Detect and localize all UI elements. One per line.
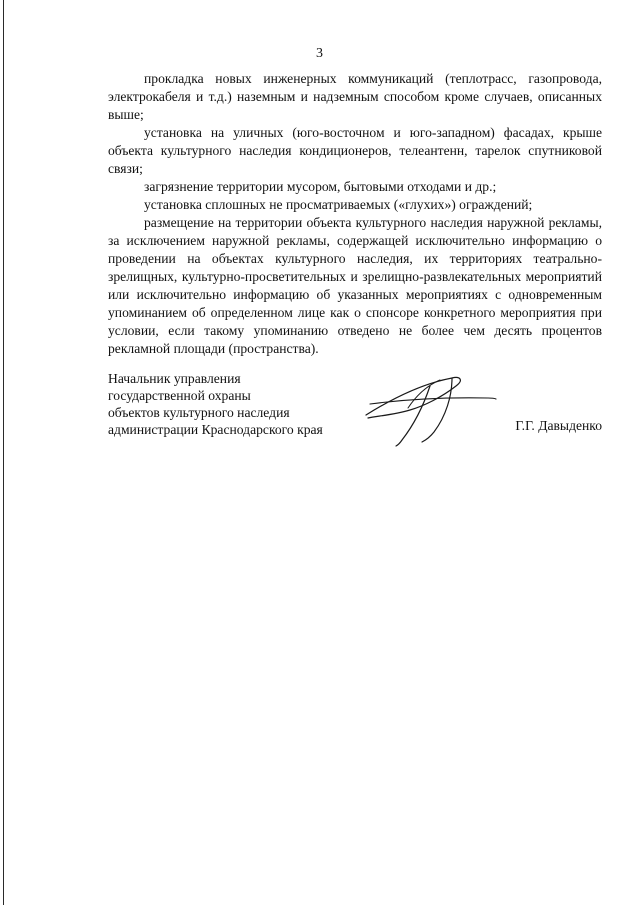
signatory-title-line: Начальник управления	[108, 371, 241, 386]
paragraph-advertising: размещение на территории объекта культурного наследия наружной рекламы, за исключением наружной рекламы, содержащей исключительно информацию о проведении на объектах культурного наследия, их территориях театрально-зрелищных, культурно-просветительных и зрелищно-развлекательных мероприятий или исключительно информацию об указанных мероприятиях с одновременным упоминанием об определенном лице как о спонсоре конкретного мероприятия при условии, если такому упоминанию отведено не более чем десять процентов рекламной площади (пространства).	[108, 215, 602, 356]
paragraph-littering: загрязнение территории мусором, бытовыми отходами и др.;	[144, 179, 497, 194]
handwritten-signature	[360, 370, 500, 450]
signatory-title	[108, 370, 368, 438]
page-edge-line	[3, 0, 4, 905]
page-number: 3	[316, 46, 323, 61]
document-body	[108, 70, 602, 358]
signatory-name: Г.Г. Давыденко	[515, 418, 602, 433]
paragraph-solid-fences: установка сплошных не просматриваемых («глухих») ограждений;	[144, 197, 533, 212]
signatory-title-line: объектов культурного наследия	[108, 405, 290, 420]
signature-block	[108, 370, 602, 440]
paragraph-facade-installations: установка на уличных (юго-восточном и юго-западном) фасадах, крыше объекта культурного наследия кондиционеров, телеантенн, тарелок спутниковой связи;	[108, 125, 602, 176]
paragraph-communications: прокладка новых инженерных коммуникаций (теплотрасс, газопровода, электрокабеля и т.д.) наземным и надземным способом кроме случаев, описанных выше;	[108, 71, 602, 122]
signatory-title-line: государственной охраны	[108, 388, 251, 403]
signatory-title-line: администрации Краснодарского края	[108, 422, 323, 437]
